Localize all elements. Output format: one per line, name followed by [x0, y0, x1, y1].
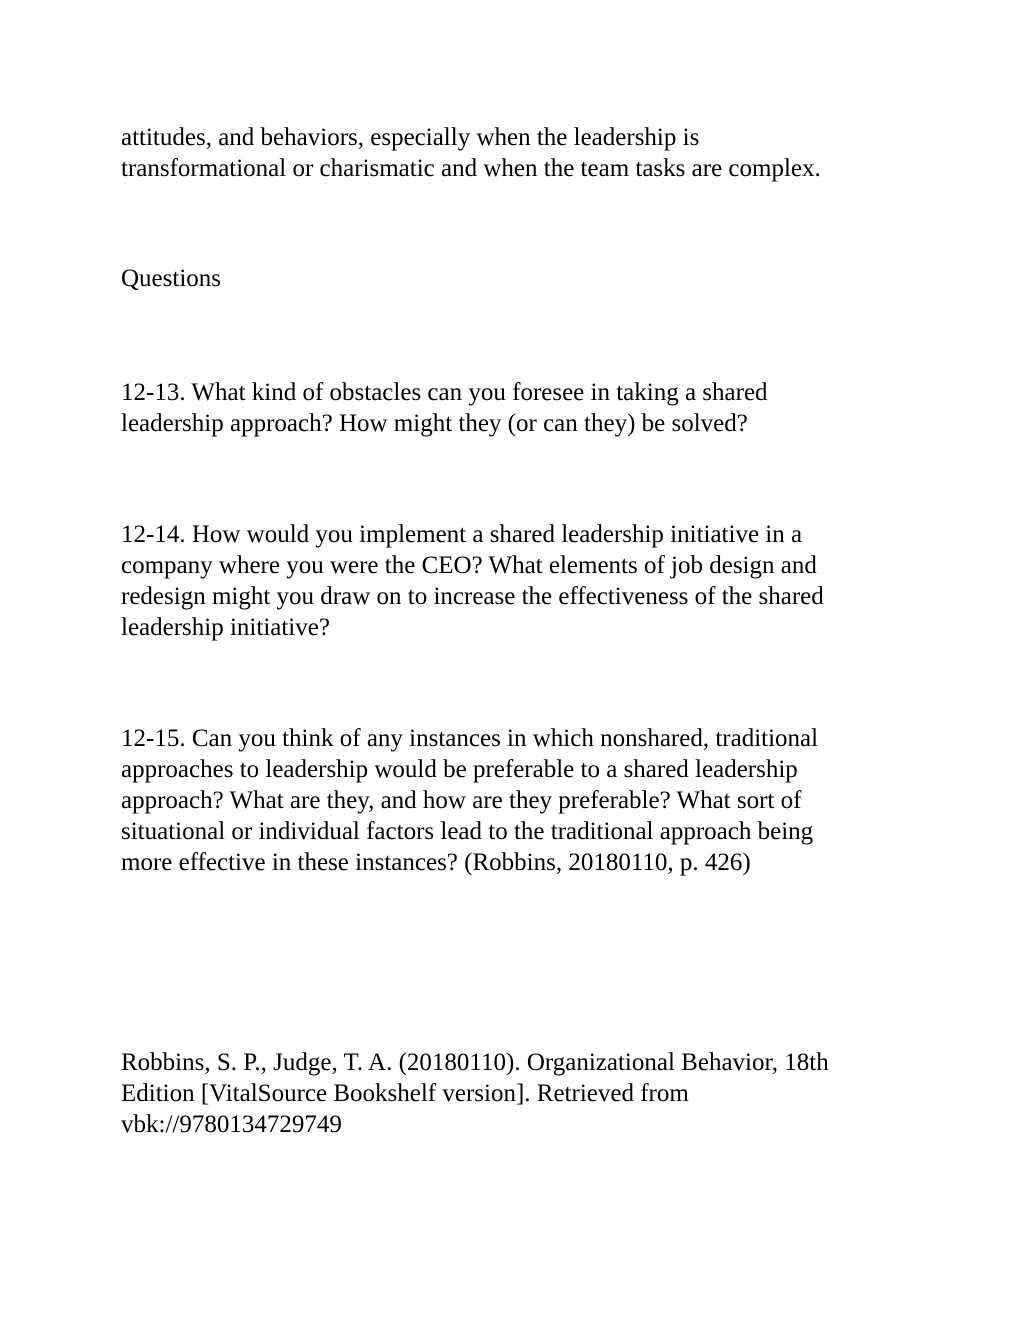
- text-line: more effective in these instances? (Robbins, 20180110, p. 426): [121, 849, 751, 876]
- text-line: 12-14. How would you implement a shared leadership initiative in a: [121, 521, 803, 548]
- text-line: Edition [VitalSource Bookshelf version]. Retrieved from: [121, 1080, 689, 1107]
- question-12-13: [121, 377, 901, 439]
- text-line: approach? What are they, and how are they preferable? What sort of: [121, 787, 802, 814]
- reference-citation: [121, 1047, 901, 1140]
- text-line: redesign might you draw on to increase the effectiveness of the shared: [121, 583, 824, 610]
- text-line: situational or individual factors lead to the traditional approach being: [121, 818, 814, 845]
- text-line: approaches to leadership would be preferable to a shared leadership: [121, 756, 798, 783]
- text-line: Robbins, S. P., Judge, T. A. (20180110). Organizational Behavior, 18th: [121, 1049, 829, 1076]
- questions-heading: Questions: [121, 265, 221, 292]
- question-12-15: [121, 723, 901, 878]
- text-line: company where you were the CEO? What elements of job design and: [121, 552, 817, 579]
- question-12-14: [121, 519, 901, 643]
- text-line: leadership initiative?: [121, 614, 330, 641]
- text-line: 12-13. What kind of obstacles can you foresee in taking a shared: [121, 379, 768, 406]
- text-line: vbk://9780134729749: [121, 1111, 342, 1138]
- text-line: leadership approach? How might they (or can they) be solved?: [121, 410, 748, 437]
- text-line: 12-15. Can you think of any instances in which nonshared, traditional: [121, 725, 819, 752]
- intro-paragraph: [121, 122, 901, 184]
- text-line: attitudes, and behaviors, especially when the leadership is: [121, 124, 700, 151]
- text-line: transformational or charismatic and when the team tasks are complex.: [121, 155, 821, 182]
